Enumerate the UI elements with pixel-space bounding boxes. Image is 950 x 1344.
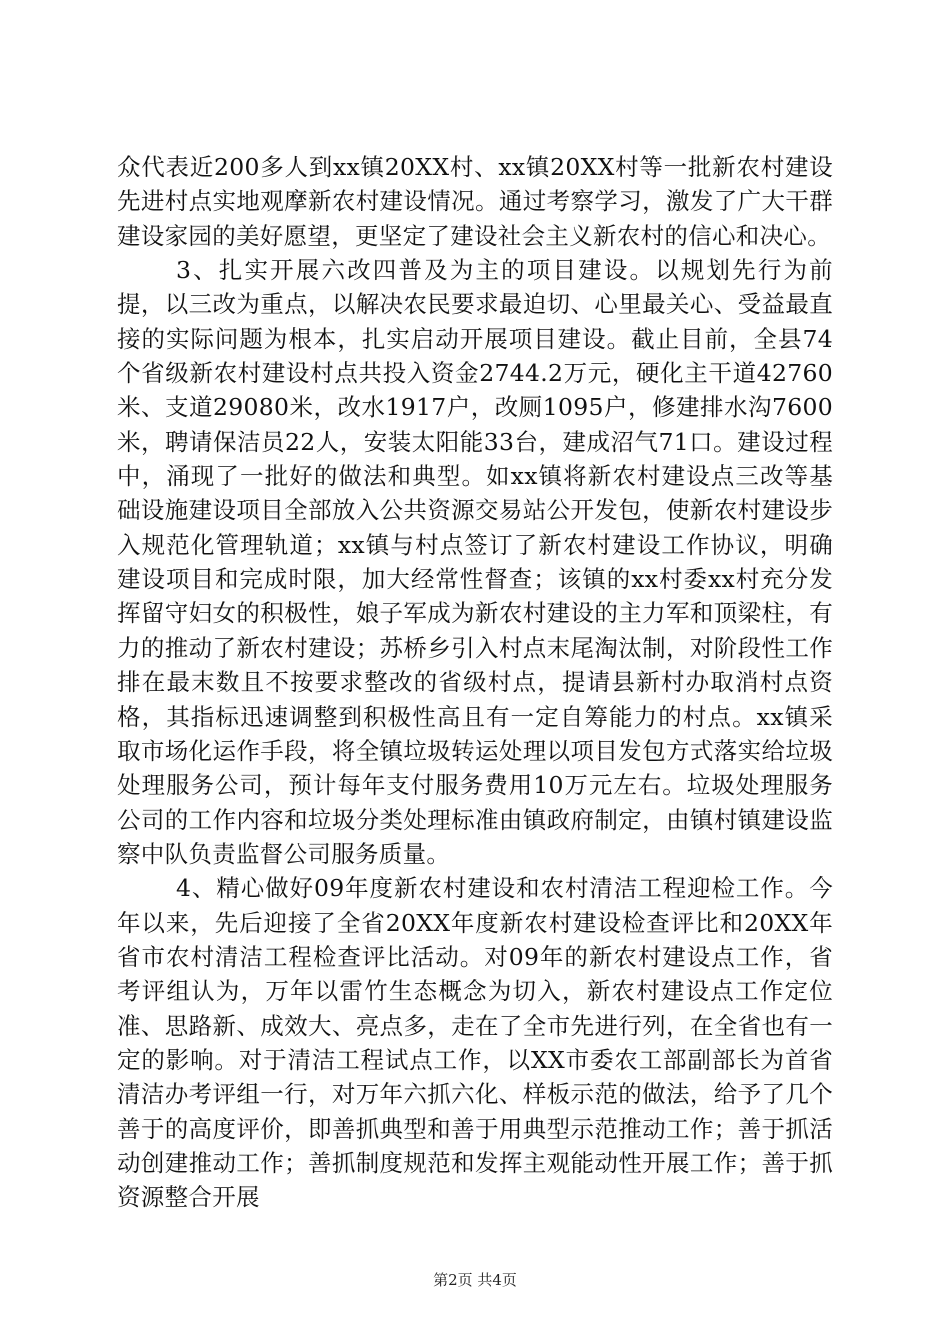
document-body [117,150,833,1215]
paragraph-project-construction: 3、扎实开展六改四普及为主的项目建设。以规划先行为前提，以三改为重点，以解决农民要求最迫切、心里最关心、受益最直接的实际问题为根本，扎实启动开展项目建设。截止目前，全县74个省级新农村建设村点共投入资金2744.2万元，硬化主干道42760米、支道29080米，改水1917户，改厕1095户，修建排水沟7600米，聘请保洁员22人，安装太阳能33台，建成沼气71口。建设过程中，涌现了一批好的做法和典型。如xx镇将新农村建设点三改等基础设施建设项目全部放入公共资源交易站公开发包，使新农村建设步入规范化管理轨道；xx镇与村点签订了新农村建设工作协议，明确建设项目和完成时限，加大经常性督查；该镇的xx村委xx村充分发挥留守妇女的积极性，娘子军成为新农村建设的主力军和顶梁柱，有力的推动了新农村建设；苏桥乡引入村点末尾淘汰制，对阶段性工作排在最末数且不按要求整改的省级村点，提请县新村办取消村点资格，其指标迅速调整到积极性高且有一定自筹能力的村点。xx镇采取市场化运作手段，将全镇垃圾转运处理以项目发包方式落实给垃圾处理服务公司，预计每年支付服务费用10万元左右。垃圾处理服务公司的工作内容和垃圾分类处理标准由镇政府制定，由镇村镇建设监察中队负责监督公司服务质量。 [117,256,833,868]
paragraph-continuation: 众代表近200多人到xx镇20XX村、xx镇20XX村等一批新农村建设先进村点实地观摩新农村建设情况。通过考察学习，激发了广大干群建设家园的美好愿望，更坚定了建设社会主义新农村的信心和决心。 [117,153,833,250]
page-footer: 第2页 共4页 [433,1271,517,1289]
paragraph-inspection-work: 4、精心做好09年度新农村建设和农村清洁工程迎检工作。今年以来，先后迎接了全省20XX年度新农村建设检查评比和20XX年省市农村清洁工程检查评比活动。对09年的新农村建设点工作，省考评组认为，万年以雷竹生态概念为切入，新农村建设点工作定位准、思路新、成效大、亮点多，走在了全市先进行列，在全省也有一定的影响。对于清洁工程试点工作，以XX市委农工部副部长为首省清洁办考评组一行，对万年六抓六化、样板示范的做法，给予了几个善于的高度评价，即善抓典型和善于用典型示范推动工作；善于抓活动创建推动工作；善抓制度规范和发挥主观能动性开展工作；善于抓资源整合开展 [117,874,833,1212]
